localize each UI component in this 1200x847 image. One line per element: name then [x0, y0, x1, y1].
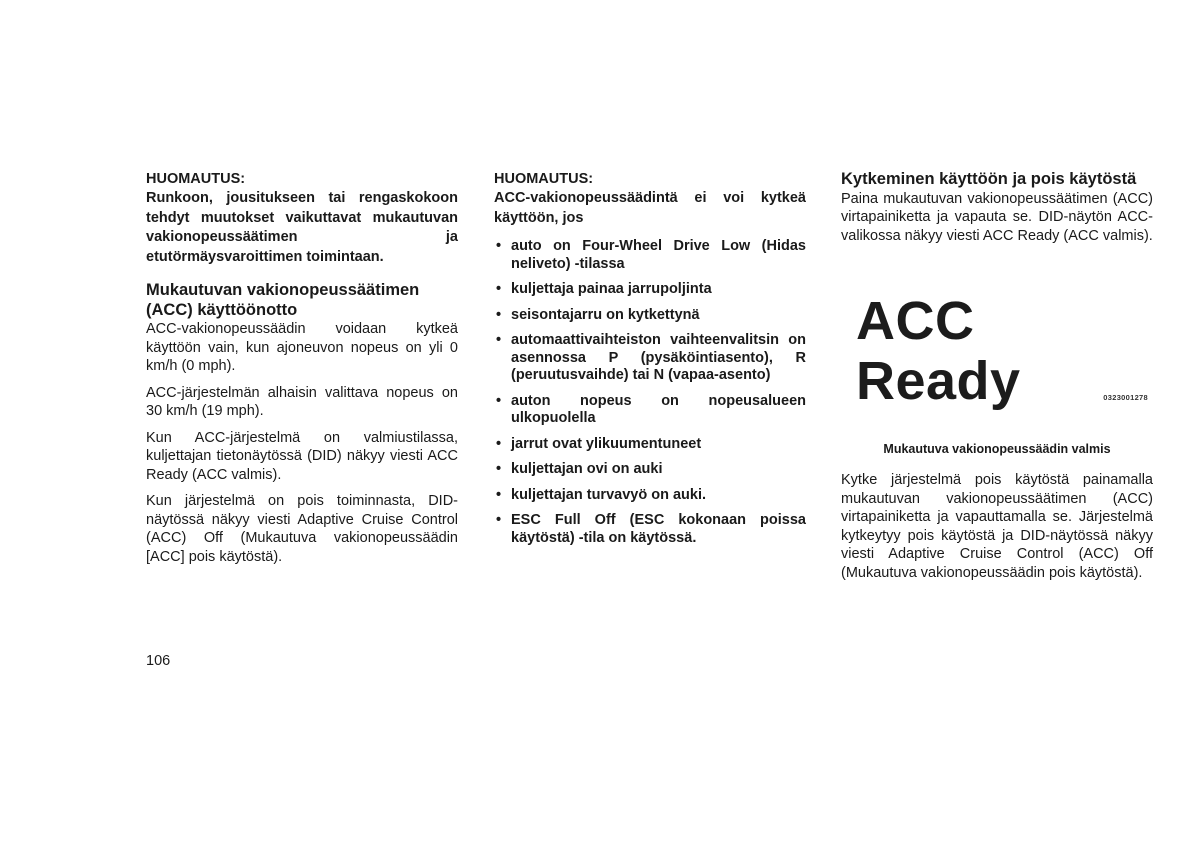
column-right — [841, 170, 1153, 590]
figure-display-text: ACC Ready — [856, 291, 1021, 411]
list-item: • kuljettaja painaa jarrupoljinta — [496, 281, 712, 297]
list-item: • kuljettajan ovi on auki — [496, 461, 663, 477]
paragraph: Kun ACC-järjestelmä on valmiustilassa, kuljettajan tietonäytössä (DID) näkyy viesti ACC Ready (ACC valmis). — [146, 429, 458, 483]
bullet-icon: • — [496, 306, 502, 323]
column-left — [146, 170, 458, 574]
paragraph: ACC-järjestelmän alhaisin valittava nopeus on 30 km/h (19 mph). — [146, 384, 458, 419]
figure-code: 0323001278 — [1103, 393, 1148, 402]
list-item: • auton nopeus on nopeusalueen ulkopuolella — [496, 392, 806, 426]
bullet-icon: • — [496, 435, 502, 452]
bullet-icon: • — [496, 392, 502, 409]
bullet-icon: • — [496, 281, 502, 297]
bullet-icon: • — [496, 332, 502, 348]
section-heading: Mukautuvan vakionopeussäätimen (ACC) käyttöönotto — [146, 281, 420, 319]
note-label: HUOMAUTUS: — [494, 171, 594, 187]
list-item: • seisontajarru on kytkettynä — [496, 306, 700, 323]
bullet-icon: • — [496, 461, 502, 477]
condition-list — [494, 238, 806, 547]
note-text: ACC-vakionopeussäädintä ei voi kytkeä käyttöön, jos — [494, 190, 806, 226]
acc-ready-figure — [841, 291, 1153, 441]
list-item: • kuljettajan turvavyö on auki. — [496, 486, 706, 503]
paragraph: Kun järjestelmä on pois toiminnasta, DID-näytössä näkyy viesti Adaptive Cruise Control (ACC) Off (Mukautuva vakionopeussäädin [ACC] pois käytöstä). — [146, 493, 458, 565]
column-middle — [494, 170, 806, 555]
note-text: Runkoon, jousitukseen tai rengaskokoon tehdyt muutokset vaikuttavat mukautuvan vakionopeussäätimen ja etutörmäysvaroittimen toimintaan. — [146, 190, 458, 265]
note-label: HUOMAUTUS: — [146, 171, 246, 187]
bullet-icon: • — [496, 238, 502, 254]
bullet-icon: • — [496, 512, 502, 528]
list-item: • jarrut ovat ylikuumentuneet — [496, 435, 702, 452]
list-item: • ESC Full Off (ESC kokonaan poissa käytöstä) -tila on käytössä. — [496, 512, 806, 546]
section-heading: Kytkeminen käyttöön ja pois käytöstä — [841, 170, 1137, 188]
bullet-icon: • — [496, 486, 502, 503]
paragraph: Paina mukautuvan vakionopeussäätimen (ACC) virtapainiketta ja vapauta se. DID-näytön ACC-valikossa näkyy viesti ACC Ready (ACC valmis). — [841, 190, 1153, 244]
page-number: 106 — [146, 653, 171, 669]
list-item: • automaattivaihteiston vaihteenvalitsin on asennossa P (pysäköintiasento), R (peruutusvaihde) tai N (vapaa-asento) — [496, 332, 806, 383]
list-item: • auto on Four-Wheel Drive Low (Hidas neliveto) -tilassa — [496, 238, 806, 272]
figure-caption: Mukautuva vakionopeussäädin valmis — [883, 442, 1111, 456]
paragraph: ACC-vakionopeussäädin voidaan kytkeä käyttöön vain, kun ajoneuvon nopeus on yli 0 km/h (0 mph). — [146, 321, 458, 374]
paragraph: Kytke järjestelmä pois käytöstä painamalla mukautuvan vakionopeussäätimen (ACC) virtapainiketta ja vapauttamalla se. Järjestelmä kytkeytyy pois käytöstä ja DID-näytössä näkyy viesti Adaptive Cruise Control (ACC) Off (Mukautuva vakionopeussäädin pois käytöstä). — [841, 472, 1153, 581]
